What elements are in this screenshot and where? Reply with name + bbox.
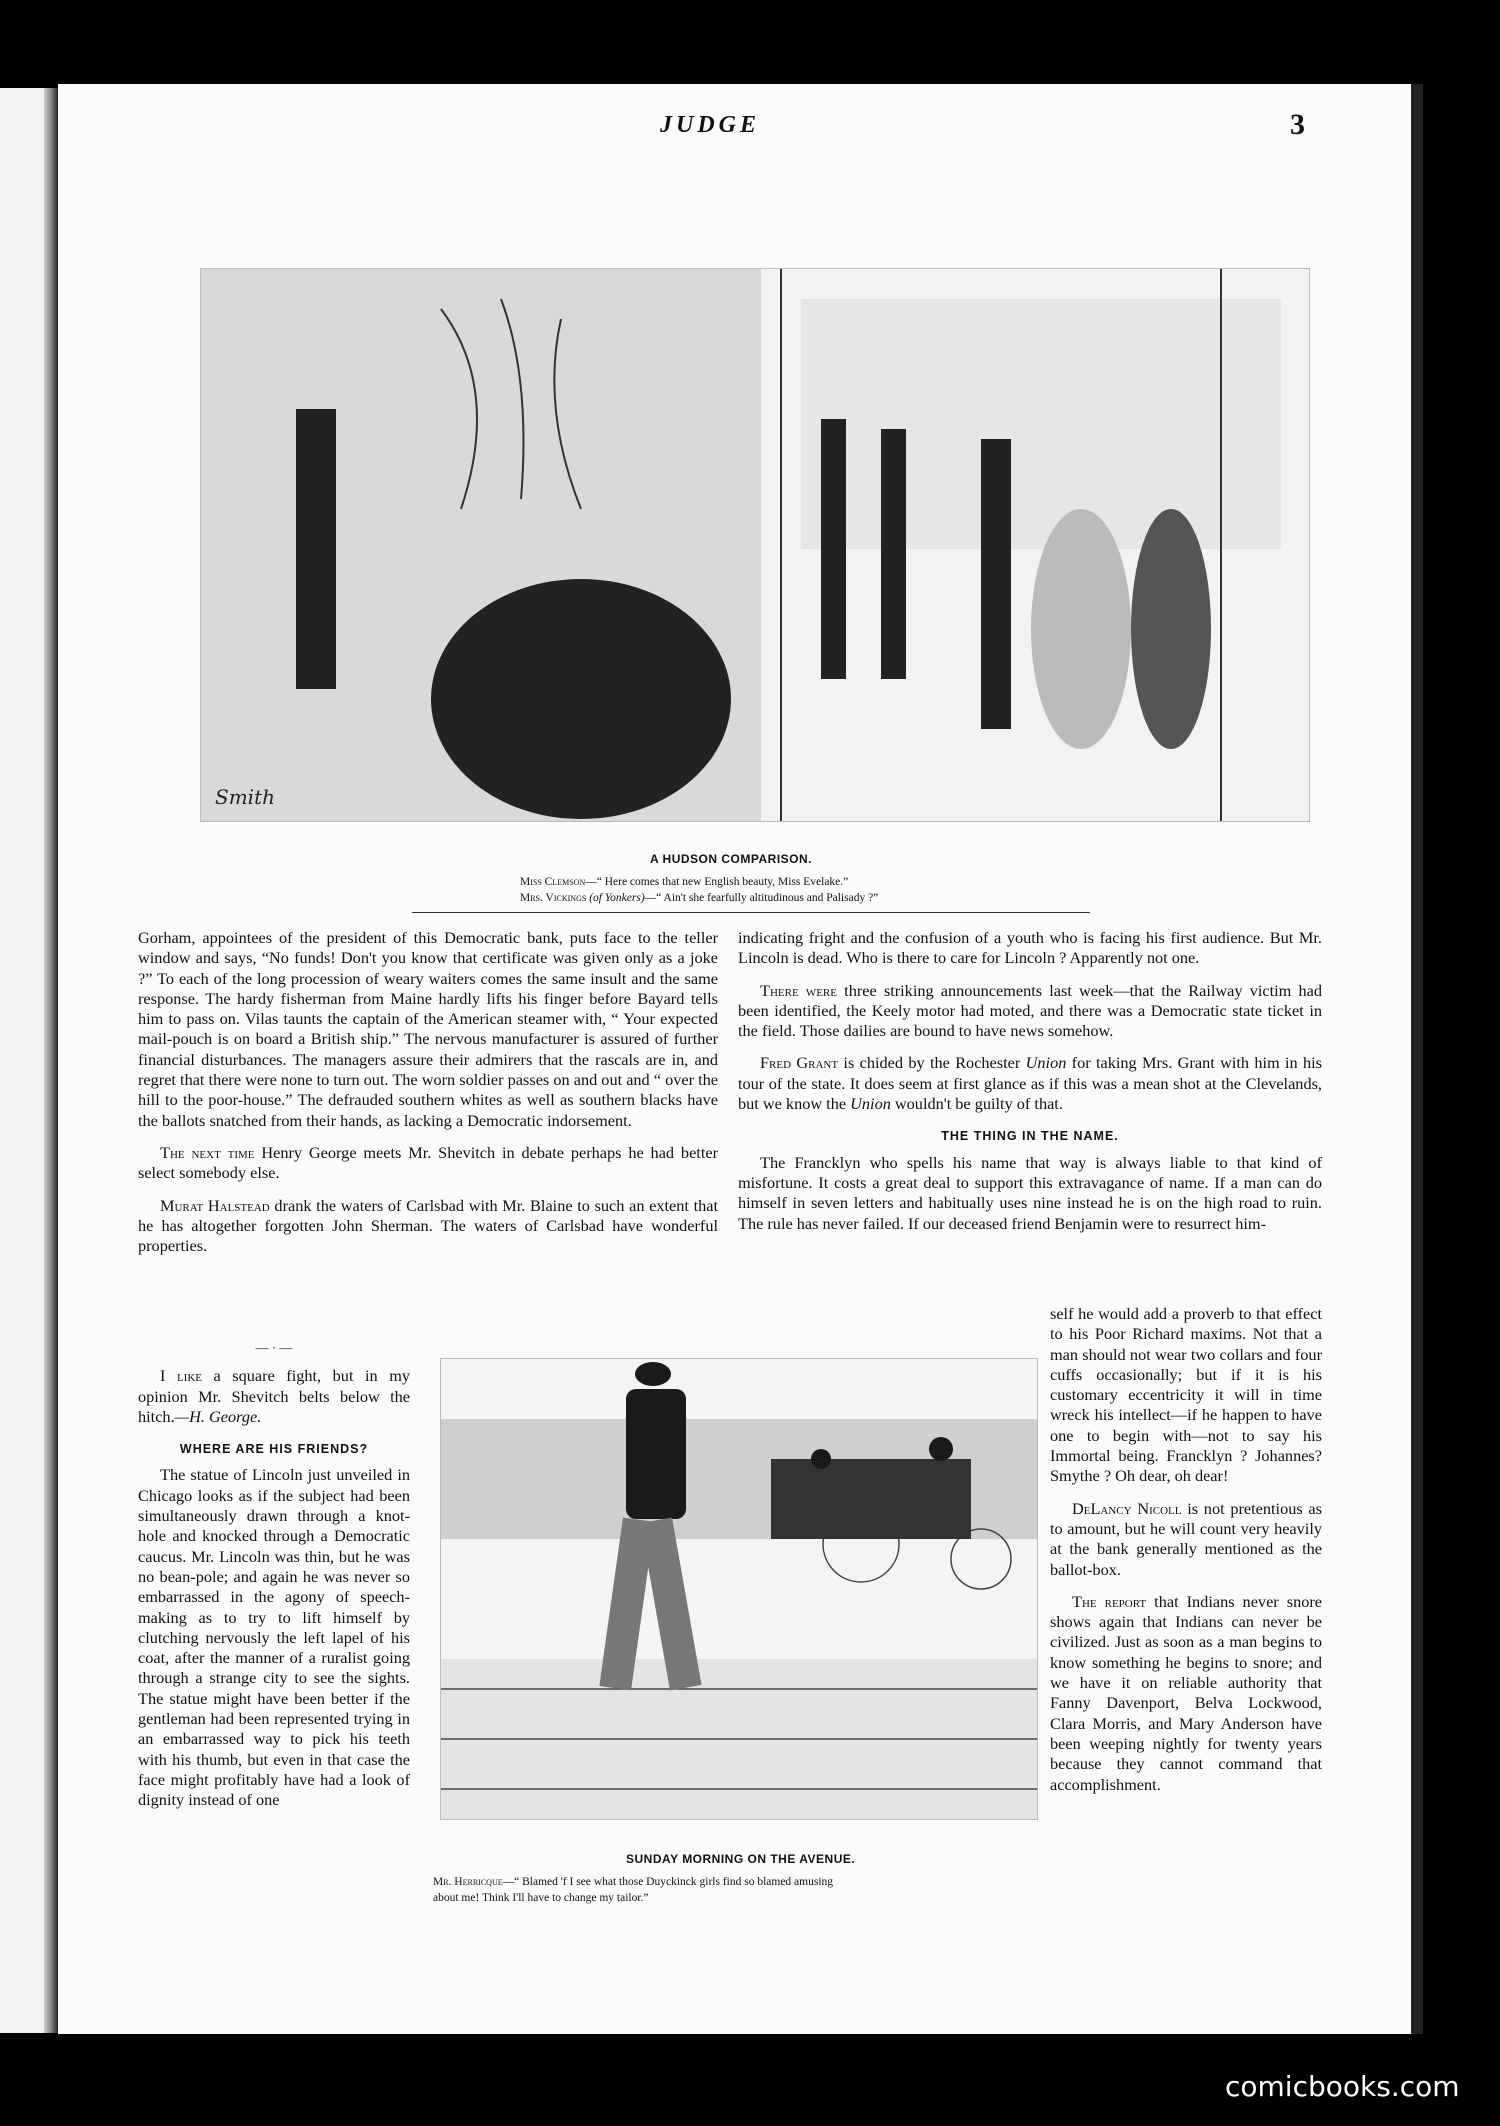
left-paragraph-4: I like a square fight, but in my opinion Mr. Shevitch belts below the hitch.—H. George. bbox=[138, 1366, 410, 1426]
right-paragraph-5: DeLancy Nicoll is not pretentious as to amount, but he will count very heavily at the bank generally mentioned as the ballot-box. bbox=[1050, 1498, 1322, 1579]
left-column bbox=[138, 928, 718, 1268]
divider: — · — bbox=[255, 1340, 293, 1355]
watermark: comicbooks.com bbox=[1225, 2070, 1460, 2103]
right-paragraph-3: Fred Grant is chided by the Rochester Union for taking Mrs. Grant with him in his tour of the state. It does seem at first glance as if this was a mean shot at the Clevelands, but we know the Union wouldn't be guilty of that. bbox=[738, 1053, 1323, 1114]
top-caption-title: A HUDSON COMPARISON. bbox=[650, 852, 813, 866]
running-head: JUDGE bbox=[660, 112, 761, 138]
page-number: 3 bbox=[1290, 108, 1305, 141]
left-paragraph-3: Murat Halstead drank the waters of Carlsbad with Mr. Blaine to such an extent that he has altogether forgotten John Sherman. The waters of Carlsbad have wonderful properties. bbox=[138, 1195, 719, 1256]
page-edge-shadow bbox=[1411, 84, 1423, 2034]
right-paragraph-4: The Francklyn who spells his name that way is always liable to that kind of misfortune. It costs a great deal to support this extravagance of name. If a man can do himself in seven letters and habitually uses nine instead he is on the high road to ruin. The rule has never failed. If our deceased friend Benjamin were to resurrect him- bbox=[738, 1152, 1322, 1233]
illustration-avenue bbox=[440, 1358, 1038, 1820]
caption-rule bbox=[412, 912, 1090, 913]
left-paragraph-2: The next time Henry George meets Mr. Shevitch in debate perhaps he had better select somebody else. bbox=[138, 1142, 718, 1183]
bottom-caption-line-1: Mr. Herricque—“ Blamed 'f I see what those Duyckinck girls find so blamed amusing bbox=[433, 1876, 834, 1888]
bottom-caption-line-2: about me! Think I'll have to change my tailor.” bbox=[433, 1892, 649, 1904]
heading-friends: WHERE ARE HIS FRIENDS? bbox=[179, 1442, 369, 1457]
right-paragraph-2: There were three striking announcements last week—that the Railway victim had been identified, the Keely motor had moted, and there was a Democratic state ticket in the field. Those dailies are bound to have news somehow. bbox=[738, 980, 1322, 1041]
left-paragraph-1: Gorham, appointees of the president of this Democratic bank, puts face to the teller window and says, “No funds! Don't you know that certificate was given only as a joke ?” To each of the long procession of weary waiters comes the same insult and the same response. The hardy fisherman from Maine hardly lifts his finger before Bayard tells him to pass on. Vilas taunts the captain of the American steamer with, “ Your expected mail-pouch is on board a British ship.” The nervous manufacturer is assured of further financial disturbances. The managers assure their admirers that the rascals are in, and regret that there were none to turn out. The worn soldier passes on and out and “ over the hill to the poor-house.” The defrauded southern whites as well as southern blacks have the ballots snatched from their hands, as lacking a Democratic indorsement. bbox=[138, 928, 718, 1130]
illustration-ballroom bbox=[200, 268, 1310, 822]
bottom-caption-title: SUNDAY MORNING ON THE AVENUE. bbox=[626, 1852, 856, 1866]
top-caption-line-1: Miss Clemson—“ Here comes that new English beauty, Miss Evelake.” bbox=[520, 876, 849, 888]
top-caption-line-2: Mrs. Vickings (of Yonkers)—“ Ain't she fearfully altitudinous and Palisady ?” bbox=[520, 892, 879, 904]
heading-name: THE THING IN THE NAME. bbox=[941, 1129, 1119, 1144]
left-narrow-column bbox=[138, 1342, 410, 1823]
binding-shadow bbox=[44, 88, 58, 2033]
right-paragraph-6: The report that Indians never snore shows again that Indians can never be civilized. Just as soon as a man begins to know something he begins to snore; and we have it on reliable authority that Fanny Davenport, Belva Lockwood, Clara Morris, and Mary Anderson have been weeping nightly for twenty years because they cannot command that accomplishment. bbox=[1050, 1591, 1323, 1794]
artist-signature: Smith bbox=[215, 785, 275, 809]
left-paragraph-5: The statue of Lincoln just unveiled in Chicago looks as if the subject had been simultaneously drawn through a knot-hole and knocked through a Democratic caucus. Mr. Lincoln was thin, but he was no bean-pole; and again he was never so embarrassed in the agony of speech-making as to try to lift himself by clutching nervously the left lapel of his coat, after the manner of a ruralist going through a strange city to see the sights. The statue might have been better if the gentleman had been represented trying in an embarrassed way to pick his teeth with his thumb, but even in that case the face might profitably have had a look of dignity instead of one bbox=[138, 1465, 410, 1810]
right-narrow-column bbox=[1050, 1304, 1322, 1807]
right-column bbox=[738, 928, 1322, 1246]
right-paragraph-4-cont: self he would add a proverb to that effect to his Poor Richard maxims. Not that a man should not wear two collars and four cuffs occasionally; but if it is his customary eccentricity it will in time wreck his intellect—if he happen to have one to begin with—not to say his Immortal being. Francklyn ? Johannes? Smythe ? Oh dear, oh dear! bbox=[1050, 1304, 1322, 1486]
right-paragraph-1: indicating fright and the confusion of a youth who is facing his first audience. But Mr. Lincoln is dead. Who is there to care for Lincoln ? Apparently not one. bbox=[738, 928, 1322, 968]
